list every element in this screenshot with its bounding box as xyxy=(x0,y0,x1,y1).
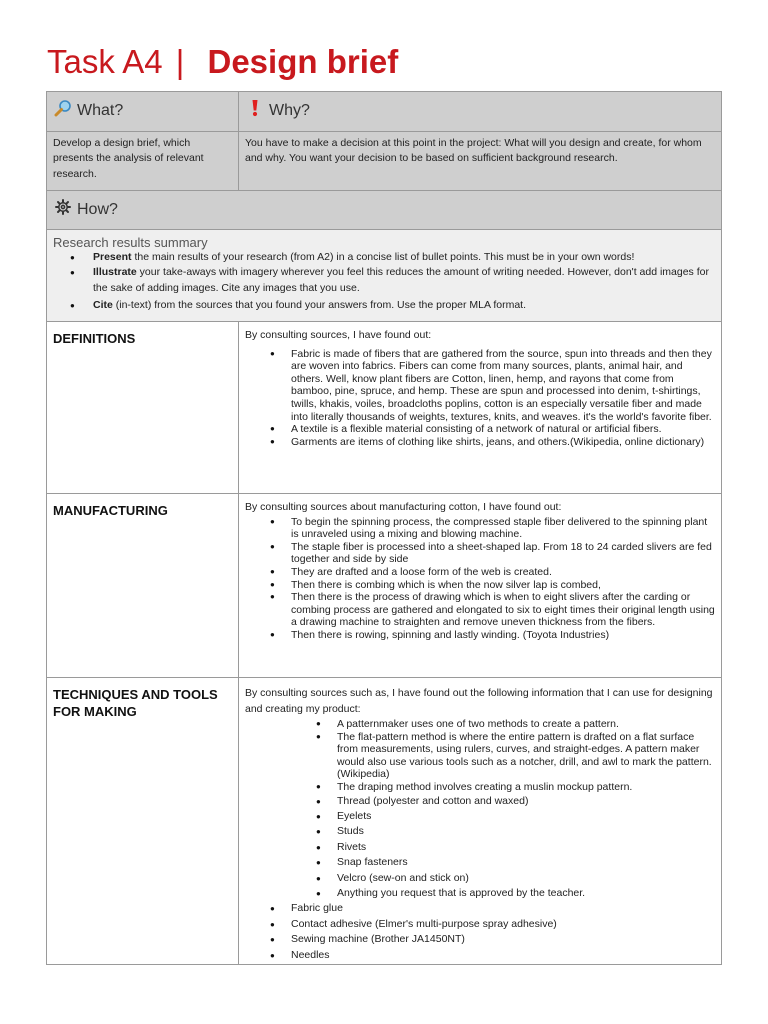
manufacturing-list xyxy=(245,516,715,642)
why-heading-text: Why? xyxy=(269,101,310,119)
how-heading xyxy=(47,191,721,220)
list-item: ● Thread (polyester and cotton and waxed) xyxy=(245,794,715,809)
list-item: ● Contact adhesive (Elmer's multi-purpose spray adhesive) xyxy=(245,917,715,932)
list-item: ● Needles xyxy=(245,948,715,963)
techniques-label-cell xyxy=(47,678,239,965)
why-heading xyxy=(239,92,721,122)
what-body-cell xyxy=(47,132,239,191)
list-item: ● Then there is combing which is when the now silver lap is combed, xyxy=(245,579,715,592)
list-item: ● Fabric glue xyxy=(245,901,715,916)
manufacturing-label-cell xyxy=(47,494,239,678)
manufacturing-content-cell xyxy=(239,494,722,678)
how-header-cell xyxy=(47,191,722,230)
list-item: ● Eyelets xyxy=(245,809,715,824)
gear-icon xyxy=(53,199,73,220)
list-item: ● To begin the spinning process, the compressed staple fiber delivered to the spinning plant is unraveled using a mixing and blowing machine. xyxy=(245,516,715,541)
summary-item-illustrate: ● Illustrate your take-aways with imagery wherever you feel this reduces the amount of writing needed. However, don't add images for the sake of adding images. Cite any images that you use. xyxy=(47,265,715,296)
definitions-content-cell xyxy=(239,322,722,494)
definitions-label: DEFINITIONS xyxy=(53,331,136,346)
techniques-content-cell xyxy=(239,678,722,965)
manufacturing-intro: By consulting sources about manufacturing cotton, I have found out: xyxy=(245,501,562,513)
how-heading-text: How? xyxy=(77,200,118,218)
materials-list xyxy=(245,794,715,902)
definitions-label-cell xyxy=(47,322,239,494)
techniques-label: TECHNIQUES AND TOOLS FOR MAKING xyxy=(53,687,218,719)
page-title xyxy=(47,40,398,88)
tools-list xyxy=(245,901,715,963)
list-item: ● Studs xyxy=(245,824,715,839)
what-heading xyxy=(47,92,238,122)
definitions-intro: By consulting sources, I have found out: xyxy=(245,329,432,341)
title-separator: | xyxy=(175,43,185,80)
summary-cell xyxy=(47,230,722,322)
pattern-methods-list xyxy=(245,718,715,794)
manufacturing-content xyxy=(239,494,721,642)
exclamation-icon xyxy=(245,99,265,122)
list-item: ● The draping method involves creating a muslin mockup pattern. xyxy=(245,781,715,794)
summary-item-cite: ● Cite (in-text) from the sources that you found your answers from. Use the proper MLA format. xyxy=(47,298,715,313)
list-item: ● The flat-pattern method is where the entire pattern is drafted on a flat surface from measurements, using rulers, curves, and straight-edges. A pattern maker would also use various tools such as a notcher, drill, and awl to mark the pattern.(Wikipedia) xyxy=(245,731,715,781)
list-item: ● Rivets xyxy=(245,840,715,855)
magnifying-glass-icon xyxy=(53,99,73,122)
design-brief-table xyxy=(46,91,722,965)
list-item: ● Sewing machine (Brother JA1450NT) xyxy=(245,932,715,947)
techniques-intro: By consulting sources such as, I have found out the following information that I can use for designing and creating my product: xyxy=(245,687,713,715)
summary-item-present: ● Present the main results of your research (from A2) in a concise list of bullet points. This must be in your own words! xyxy=(47,250,715,265)
list-item: ● A textile is a flexible material consisting of a network of natural or artificial fibers. xyxy=(245,423,715,436)
list-item: ● Velcro (sew-on and stick on) xyxy=(245,871,715,886)
list-item: ● A patternmaker uses one of two methods to create a pattern. xyxy=(245,718,715,731)
summary-list xyxy=(47,250,721,313)
manufacturing-label: MANUFACTURING xyxy=(53,503,168,518)
list-item: ● They are drafted and a loose form of the web is created. xyxy=(245,566,715,579)
what-header-cell xyxy=(47,92,239,132)
why-header-cell xyxy=(239,92,722,132)
list-item: ● Garments are items of clothing like shirts, jeans, and others.(Wikipedia, online dictionary) xyxy=(245,436,715,449)
definitions-content xyxy=(239,322,721,448)
what-description: Develop a design brief, which presents the analysis of relevant research. xyxy=(53,137,204,180)
list-item: ● Fabric is made of fibers that are gathered from the source, spun into threads and then they are woven into fabrics. Fibers can come from many sources, plants, animal hair, and others. Well, know plant fibers are Cotton, linen, hemp, and rayons that come from bamboo, pine, spruce, and hemp. These are spun and processed into denim, t-shirtings, twills, khakis, voiles, broadcloths poplins, cotton is an especially versatile fiber and made into literally thousands of weights, textures, knits, and weaves. it's the world's favorite fiber. xyxy=(245,348,715,424)
why-description: You have to make a decision at this point in the project: What will you design and create, for whom and why. You want your decision to be based on sufficient background research. xyxy=(245,137,702,165)
definitions-list xyxy=(245,348,715,449)
techniques-content xyxy=(239,678,721,963)
why-body-cell xyxy=(239,132,722,191)
summary-heading: Research results summary xyxy=(53,235,208,250)
task-title: Design brief xyxy=(207,43,399,80)
list-item: ● Then there is the process of drawing which is when to eight slivers after the carding or combing process are gathered and elongated to six to eight times their original length using a drawing machine to straighten and remove uneven thickness from the fibers. xyxy=(245,591,715,629)
list-item: ● Snap fasteners xyxy=(245,855,715,870)
list-item: ● Anything you request that is approved by the teacher. xyxy=(245,886,715,901)
task-number: Task A4 xyxy=(47,43,163,80)
list-item: ● The staple fiber is processed into a sheet-shaped lap. From 18 to 24 carded slivers are fed together and side by side xyxy=(245,541,715,566)
list-item: ● Then there is rowing, spinning and lastly winding. (Toyota Industries) xyxy=(245,629,715,642)
what-heading-text: What? xyxy=(77,101,124,119)
